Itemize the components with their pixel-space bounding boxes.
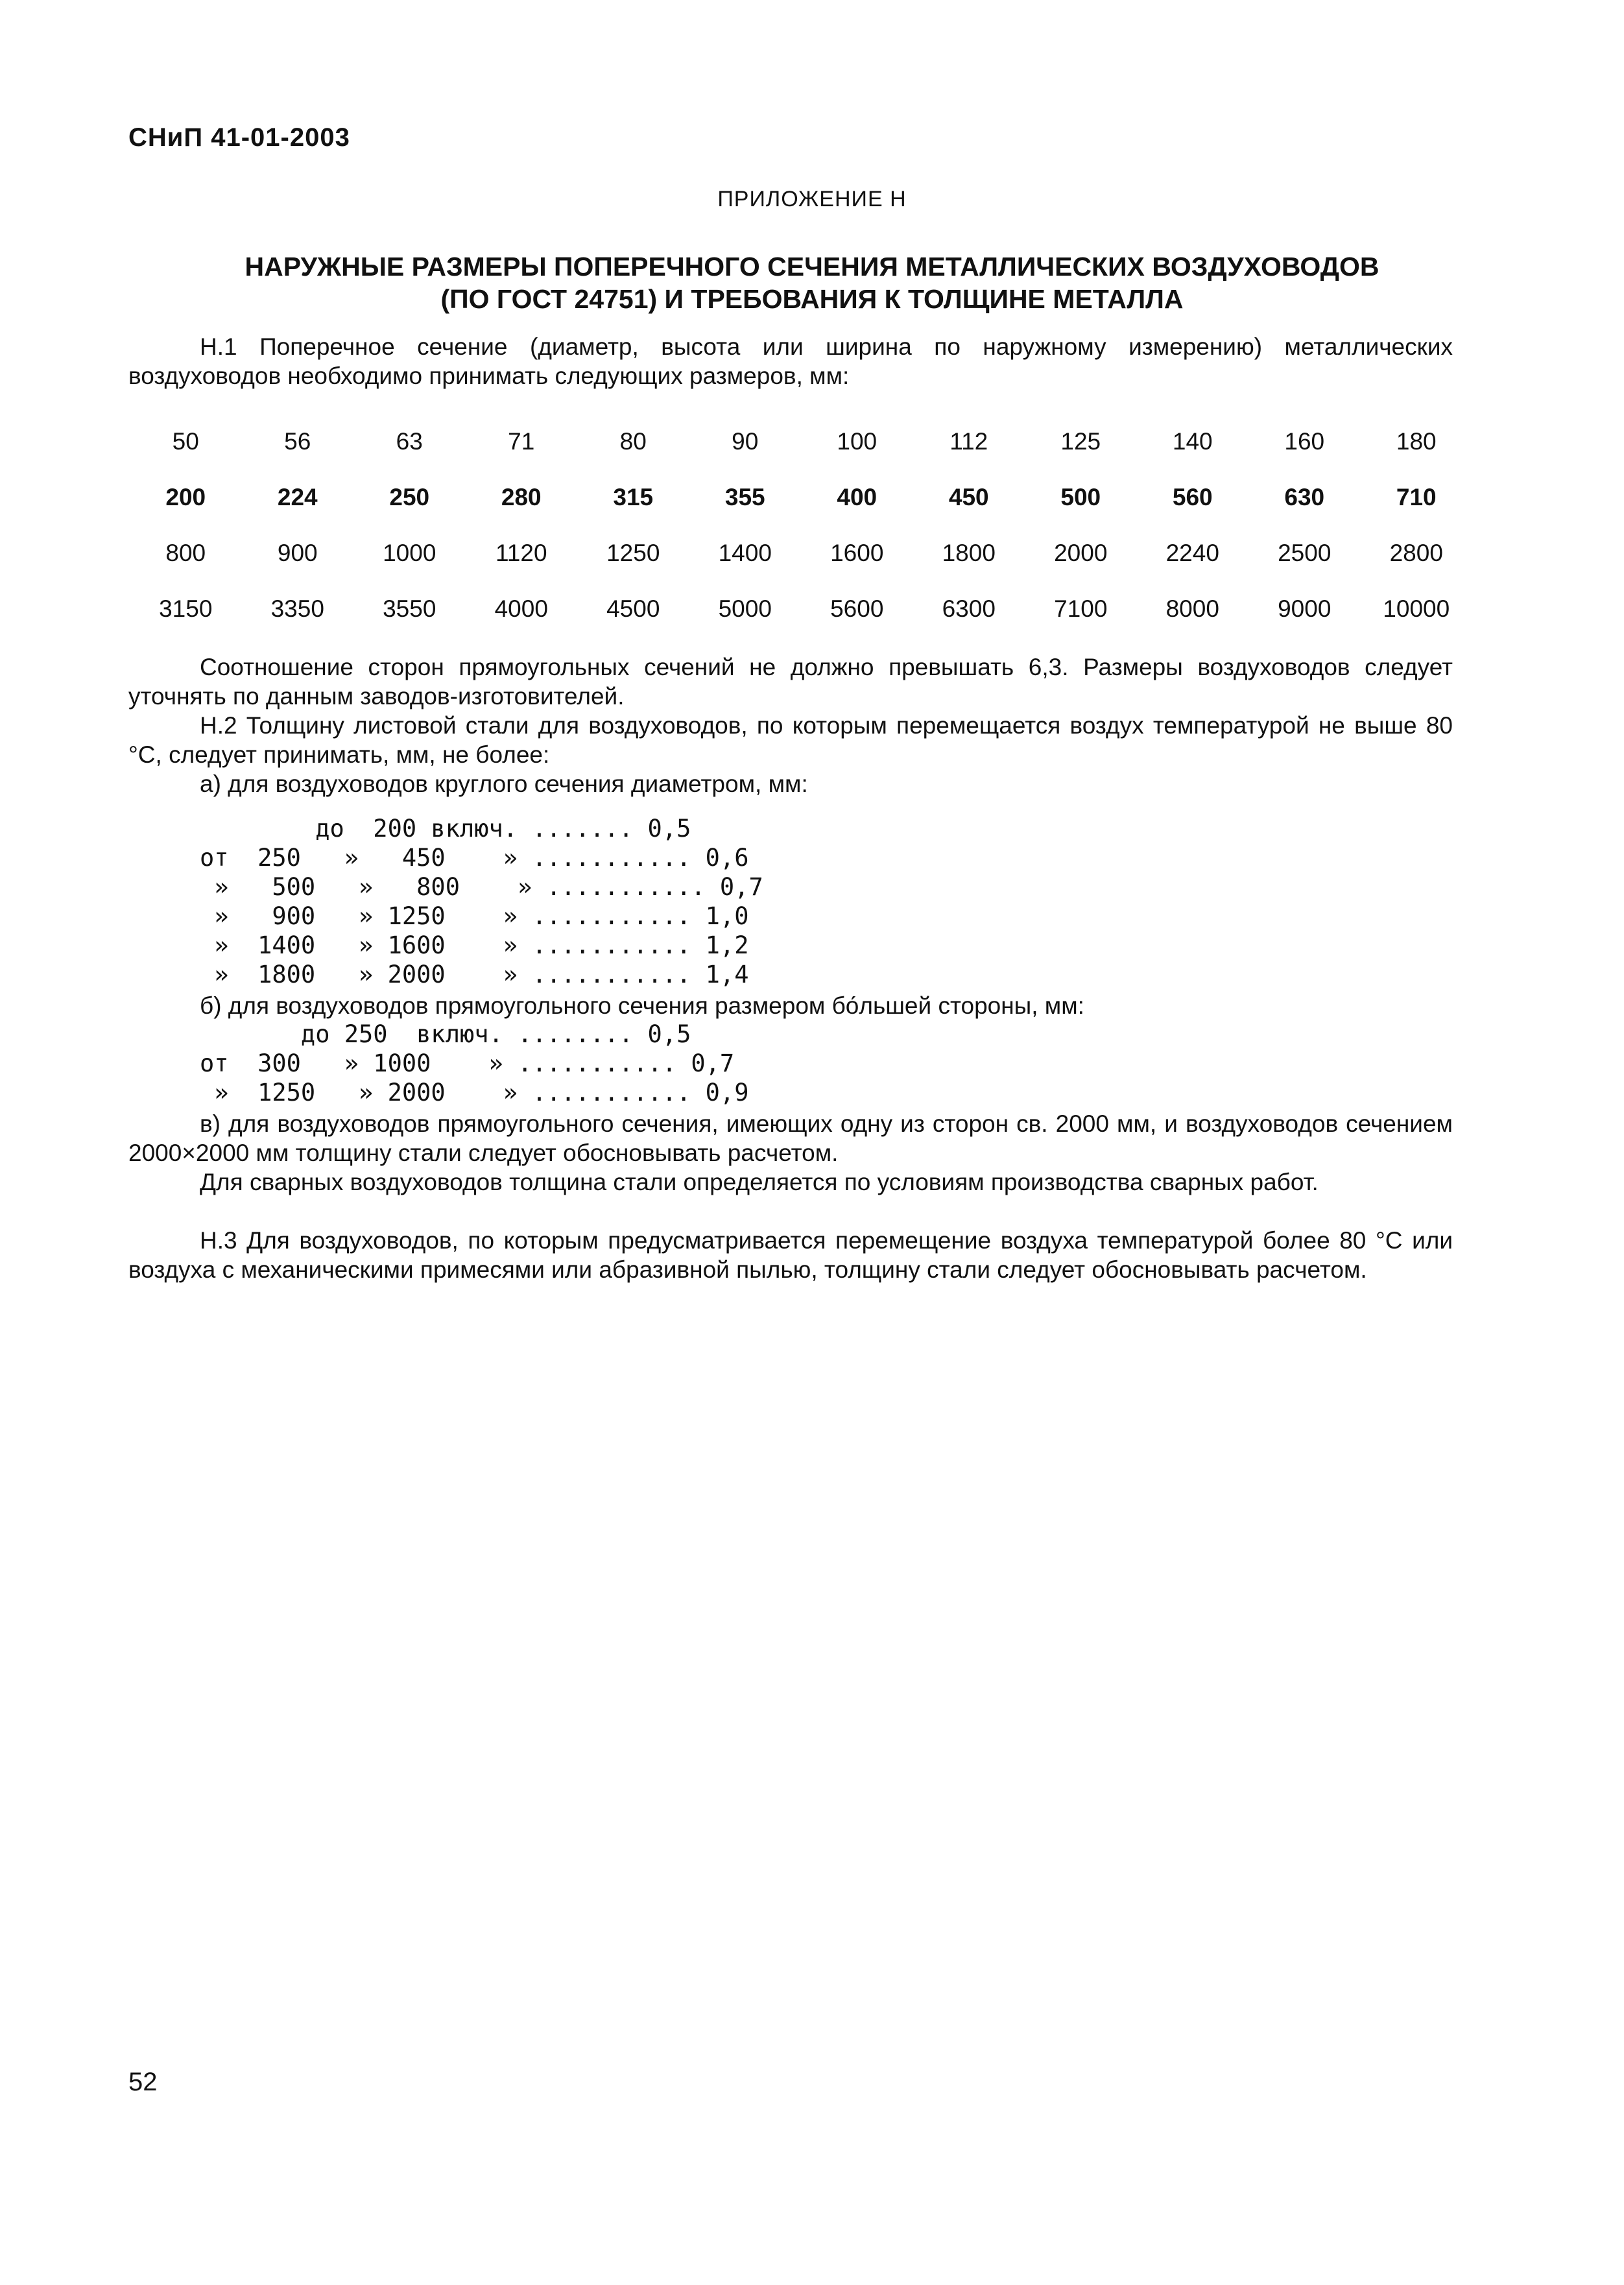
- size-cell: 80: [619, 428, 647, 455]
- size-cell: 900: [277, 540, 318, 566]
- size-cell: 140: [1172, 428, 1213, 455]
- size-cell: 50: [172, 428, 199, 455]
- paragraph-h2: Н.2 Толщину листовой стали для воздуховодов, по которым перемещается воздух температурой не выше 80 °С, следует принимать, мм, не более:: [128, 712, 1453, 768]
- thickness-line-b: » 1250 » 2000 » ........... 0,9: [200, 1079, 749, 1107]
- size-cell: 160: [1284, 428, 1325, 455]
- size-cell: 1120: [495, 540, 547, 566]
- page-number: 52: [128, 2068, 158, 2096]
- thickness-line-a: от 250 » 450 » ........... 0,6: [200, 844, 749, 872]
- paragraph-welded: Для сварных воздуховодов толщина стали определяется по условиям производства сварных работ.: [200, 1169, 1319, 1195]
- sizes-row: [130, 414, 1472, 470]
- paragraph-h3: Н.3 Для воздуховодов, по которым предусматривается перемещение воздуха температурой более 80 °С или воздуха с механическими примесями или абразивной пылью, толщину стали следует обосновывать расчетом.: [128, 1227, 1453, 1283]
- size-cell: 6300: [942, 595, 996, 622]
- sizes-row: [130, 581, 1472, 637]
- paragraph-v: в) для воздуховодов прямоугольного сечения, имеющих одну из сторон св. 2000 мм, и воздуховодов сечением 2000×2000 мм толщину стали следует обосновывать расчетом.: [128, 1110, 1453, 1166]
- size-cell: 315: [613, 484, 654, 510]
- size-cell: 3550: [383, 595, 436, 622]
- size-cell: 100: [837, 428, 878, 455]
- size-cell: 180: [1396, 428, 1437, 455]
- title-line-1: НАРУЖНЫЕ РАЗМЕРЫ ПОПЕРЕЧНОГО СЕЧЕНИЯ МЕТАЛЛИЧЕСКИХ ВОЗДУХОВОДОВ: [245, 252, 1379, 281]
- size-cell: 1600: [830, 540, 884, 566]
- appendix-label: ПРИЛОЖЕНИЕ Н: [717, 187, 907, 211]
- size-cell: 710: [1396, 484, 1437, 510]
- thickness-line-a: » 1800 » 2000 » ........... 1,4: [200, 961, 749, 988]
- size-cell: 10000: [1383, 595, 1450, 622]
- size-cell: 500: [1060, 484, 1101, 510]
- size-cell: 5000: [718, 595, 772, 622]
- size-cell: 4000: [494, 595, 548, 622]
- size-cell: 800: [165, 540, 206, 566]
- paragraph-a: а) для воздуховодов круглого сечения диаметром, мм:: [200, 771, 808, 797]
- size-cell: 560: [1172, 484, 1213, 510]
- size-cell: 355: [724, 484, 765, 510]
- size-cell: 3350: [270, 595, 324, 622]
- title-line-2: (ПО ГОСТ 24751) И ТРЕБОВАНИЯ К ТОЛЩИНЕ МЕТАЛЛА: [440, 284, 1184, 314]
- document-code: СНиП 41-01-2003: [128, 123, 350, 152]
- paragraph-b: б) для воздуховодов прямоугольного сечения размером бо́льшей стороны, мм:: [200, 992, 1084, 1019]
- sizes-row: [130, 470, 1472, 525]
- page-title: [0, 250, 1624, 315]
- size-cell: 125: [1060, 428, 1101, 455]
- size-cell: 400: [837, 484, 878, 510]
- size-cell: 8000: [1165, 595, 1219, 622]
- thickness-line-a: » 1400 » 1600 » ........... 1,2: [200, 931, 749, 959]
- paragraph-ratio: Соотношение сторон прямоугольных сечений не должно превышать 6,3. Размеры воздуховодов следует уточнять по данным заводов-изготовителей.: [128, 654, 1453, 710]
- size-cell: 224: [277, 484, 318, 510]
- size-cell: 1800: [942, 540, 996, 566]
- size-cell: 3150: [159, 595, 213, 622]
- size-cell: 1000: [383, 540, 436, 566]
- thickness-line-b: от 300 » 1000 » ........... 0,7: [200, 1049, 735, 1077]
- thickness-line-b: до 250 включ. ........ 0,5: [200, 1020, 691, 1048]
- size-cell: 56: [284, 428, 311, 455]
- sizes-grid: [130, 414, 1472, 637]
- size-cell: 1400: [718, 540, 772, 566]
- size-cell: 7100: [1054, 595, 1108, 622]
- size-cell: 2800: [1389, 540, 1443, 566]
- size-cell: 2500: [1278, 540, 1331, 566]
- thickness-line-a: » 500 » 800 » ........... 0,7: [200, 873, 763, 901]
- size-cell: 5600: [830, 595, 884, 622]
- thickness-line-a: до 200 включ. ....... 0,5: [200, 815, 691, 843]
- size-cell: 450: [948, 484, 989, 510]
- paragraph-h1: Н.1 Поперечное сечение (диаметр, высота или ширина по наружному измерению) металлических воздуховодов необходимо принимать следующих размеров, мм:: [128, 333, 1453, 389]
- thickness-line-a: » 900 » 1250 » ........... 1,0: [200, 902, 749, 930]
- size-cell: 90: [732, 428, 759, 455]
- size-cell: 9000: [1278, 595, 1331, 622]
- size-cell: 630: [1284, 484, 1325, 510]
- size-cell: 250: [389, 484, 430, 510]
- size-cell: 4500: [606, 595, 660, 622]
- size-cell: 112: [949, 428, 988, 455]
- size-cell: 2240: [1165, 540, 1219, 566]
- size-cell: 63: [396, 428, 423, 455]
- sizes-row: [130, 525, 1472, 581]
- size-cell: 280: [501, 484, 542, 510]
- size-cell: 2000: [1054, 540, 1108, 566]
- size-cell: 200: [165, 484, 206, 510]
- size-cell: 71: [508, 428, 535, 455]
- size-cell: 1250: [606, 540, 660, 566]
